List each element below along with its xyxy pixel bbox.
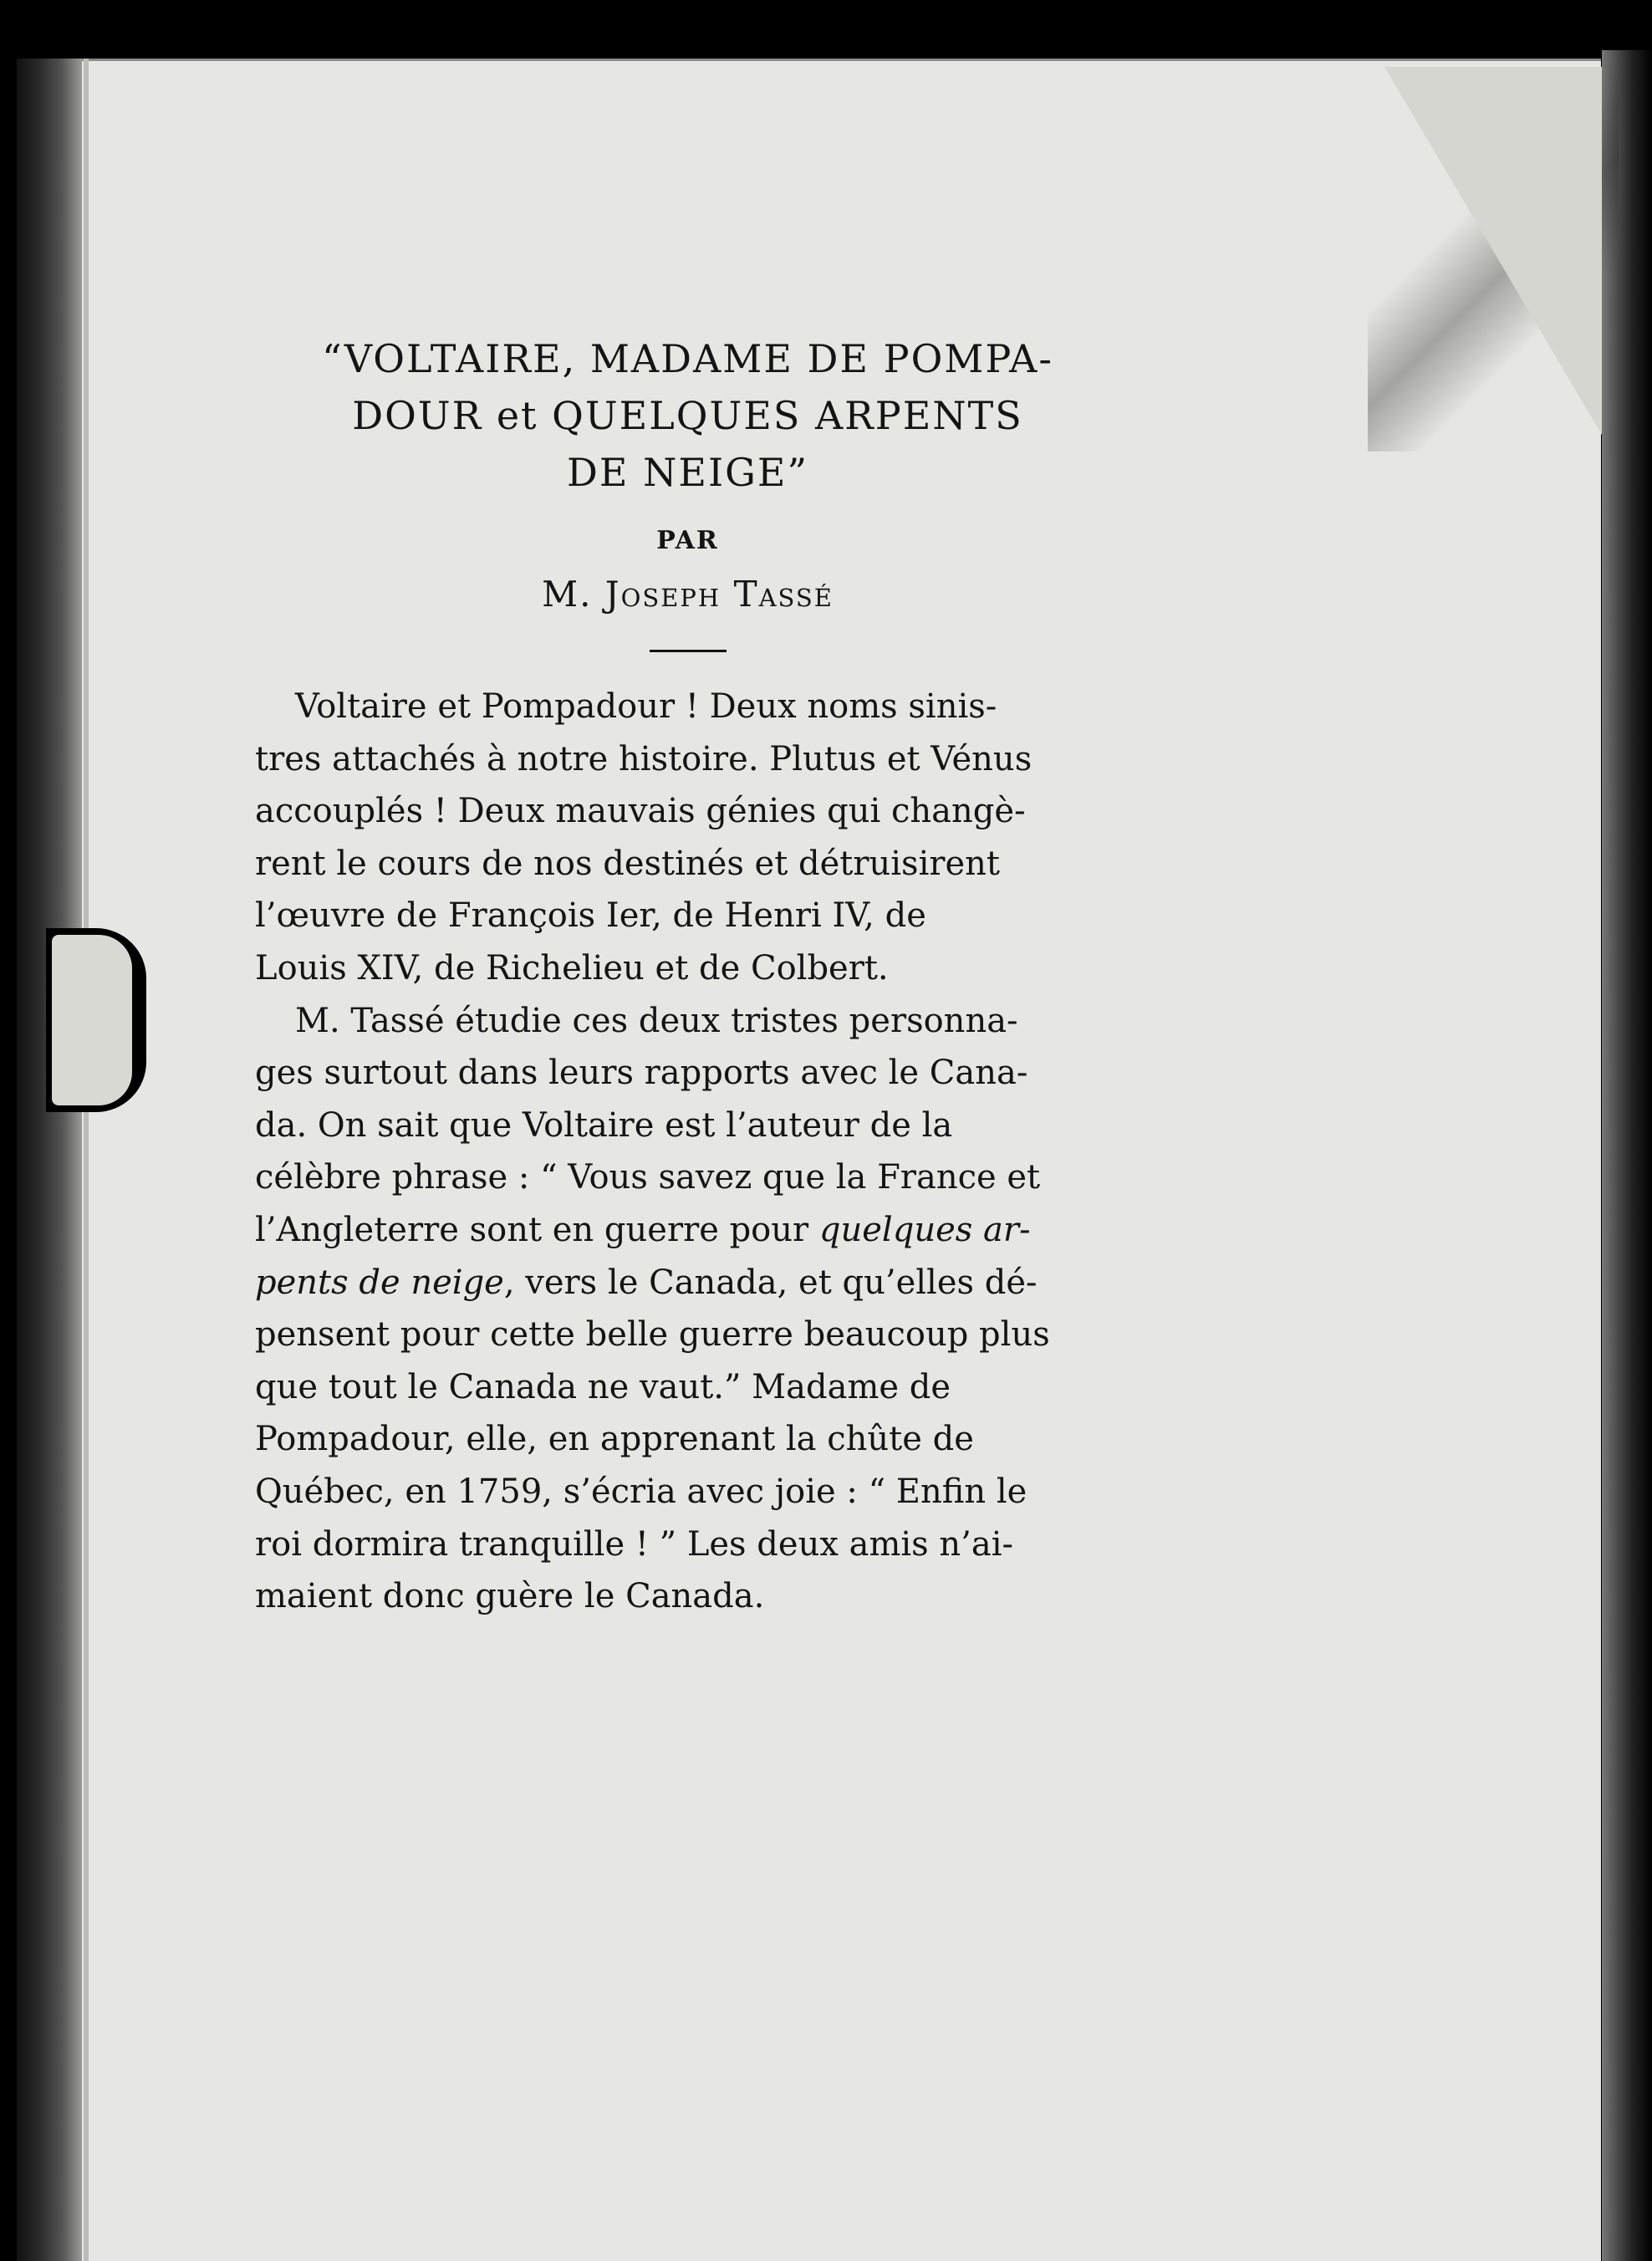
text-block [255, 330, 1120, 1623]
text-line [255, 1047, 1120, 1100]
text-line [255, 1100, 1120, 1152]
text-line [255, 681, 1120, 733]
text-line-content: maient donc guère le Canada. [255, 1577, 765, 1616]
text-line [255, 995, 1120, 1048]
text-line-content: que tout le Canada ne vaut.” Madame de [255, 1367, 951, 1406]
torn-tab [52, 935, 132, 1105]
text-line-content: Louis XIV, de Richelieu et de Colbert. [255, 948, 889, 988]
text-line-content: M. Tassé étudie ces deux tristes personna- [295, 1001, 1018, 1040]
text-line-content: rent le cours de nos destinés et détruisirent [255, 844, 1000, 883]
text-line [255, 1204, 1120, 1257]
text-line-content: pensent pour cette belle guerre beaucoup plus [255, 1315, 1050, 1355]
text-line [255, 1518, 1120, 1571]
folded-corner [1384, 67, 1602, 435]
text-line [255, 1361, 1120, 1414]
text-line-content: Pompadour, elle, en apprenant la chûte de [255, 1420, 974, 1459]
text-line [255, 733, 1120, 786]
text-line [255, 942, 1120, 995]
byline-par: PAR [656, 526, 719, 555]
text-line-content: tres attachés à notre histoire. Plutus et Vénus [255, 739, 1032, 778]
paragraph-1 [255, 681, 1120, 995]
italic-phrase: pents de neige [255, 1263, 504, 1302]
title-line: DOUR et QUELQUES ARPENTS [352, 393, 1023, 438]
title-line: “VOLTAIRE, MADAME DE POMPA- [322, 336, 1053, 381]
binding-edge [84, 59, 89, 2261]
binding-strip [17, 59, 82, 2261]
text-line-content: célèbre phrase : “ Vous savez que la France et [255, 1158, 1041, 1197]
text-line-content: Québec, en 1759, s’écria avec joie : “ Enfin le [255, 1472, 1027, 1511]
text-line [255, 890, 1120, 942]
text-line [255, 838, 1120, 891]
text-line [255, 1151, 1120, 1204]
text-line-content: roi dormira tranquille ! ” Les deux amis n’ai- [255, 1524, 1014, 1564]
text-line [255, 785, 1120, 838]
text-line-content: ges surtout dans leurs rapports avec le Cana- [255, 1054, 1028, 1093]
text-line-content: da. On sait que Voltaire est l’auteur de la [255, 1105, 953, 1145]
text-line-content: accouplés ! Deux mauvais génies qui changè- [255, 792, 1026, 831]
text-line [255, 1413, 1120, 1466]
text-line-content: Voltaire et Pompadour ! Deux noms sinis- [295, 687, 997, 726]
separator-rule [650, 650, 727, 652]
text-line-content: l’œuvre de François Ier, de Henri IV, de [255, 896, 926, 936]
italic-phrase: quelques ar- [818, 1210, 1031, 1249]
text-line [255, 1466, 1120, 1518]
text-line [255, 1309, 1120, 1361]
title-line: DE NEIGE” [567, 450, 808, 495]
text-line-content: , vers le Canada, et qu’elles dé- [503, 1263, 1038, 1302]
text-line [255, 1257, 1120, 1309]
paragraph-2 [255, 995, 1120, 1623]
text-line [255, 1570, 1120, 1623]
author-name: M. Joseph Tassé [542, 574, 834, 615]
text-line-content: l’Angleterre sont en guerre pour [255, 1210, 819, 1249]
